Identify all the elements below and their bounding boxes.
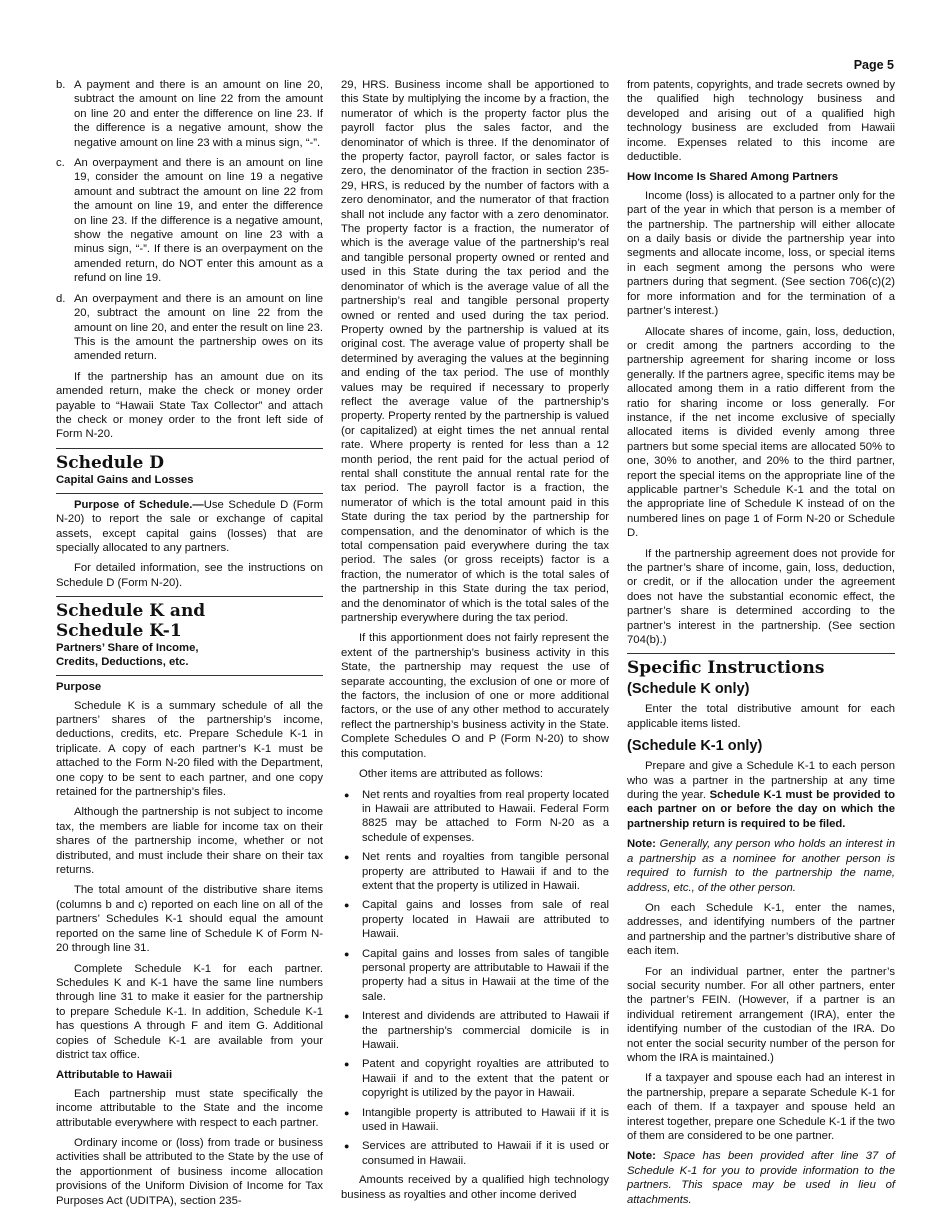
heading-attributable: Attributable to Hawaii: [56, 1069, 173, 1082]
k1-text: Prepare and give a Schedule K-1 to each person who was a partner in the partnership at any time during the year.: [627, 760, 895, 802]
bullet-item: [341, 1009, 609, 1052]
section-divider: [56, 596, 323, 597]
paragraph: 29, HRS. Business income shall be apportioned to this State by multiplying the income by a fraction, the numerator of which is the property factor plus the payroll factor plus the sales factor, and the denominator of which is three. If the denominator of the property factor, payroll factor, or sales factor is zero, the denominator of the fraction in section 235-29, HRS, is reduced by the number of factors with a zero denominator, and the numerator of that fraction shall not include any factor with a zero denominator. The property factor is a fraction, the numerator of which is the average value of the partnership’s real and tangible personal property owned or rented and used in this State during the tax period and the denominator of which is the average value of all the partnership’s real and tangible personal property owned or rented and used during the tax period. Property owned by the partnership is valued at its original cost. The average value of property shall be determined by averaging the values at the beginning and ending of the tax period. The use of monthly values may be required if necessary to properly reflect the average value of the partnership’s property. Property rented by the partnership is valued (or capitalized) at eight times the net annual rental rate. Where property is rented for less than a 12 month period, the rent paid for the actual period of rental shall constitute the annual rental rate for the tax period. The payroll factor is a fraction, the numerator of which is the total amount paid in this State during the tax period by the partnership for compensation, and the denominator of which is the total compensation paid everywhere during the tax period. The sales (or gross receipts) factor is a fraction, the numerator of which is the total sales of the partnership in this State during the tax period, and the denominator of which is the total sales of the partnership everywhere during the tax period.: [341, 79, 609, 625]
paragraph: The total amount of the distributive share items (columns b and c) reported on each line on all of the partners’ Schedules K-1 should equal the amount reported on the same line of Schedule K of Form N-20 through line 31.: [56, 884, 323, 955]
bullet-text: Patent and copyright royalties are attributed to Hawaii if and to the extent that the patent or copyright is utilized by the payor in Hawaii.: [362, 1058, 609, 1100]
section-title-schedule-d: Schedule D: [56, 452, 164, 473]
section-subtitle: Capital Gains and Losses: [56, 473, 194, 486]
note-text: Space has been provided after line 37 of Schedule K-1 for you to provide information to the partners. This space may be used in lieu of attachments.: [627, 1150, 895, 1206]
list-marker: c.: [56, 157, 65, 170]
list-item: [56, 78, 323, 150]
bullet-icon: ●: [344, 789, 350, 800]
paragraph: Income (loss) is allocated to a partner only for the part of the year in which that person is a member of the partnership. The partnership will either allocate on a daily basis or divide the partnership year into segments and allocate income, loss, or special items in each segment among the persons who were partners during that segment. (See section 706(c)(2) for more information and for the termination of a partner’s interest.): [627, 189, 895, 318]
paragraph: [56, 498, 323, 556]
paragraph: Amounts received by a qualified high technology business as royalties and other income derived: [341, 1174, 609, 1201]
bullet-text: Intangible property is attributed to Hawaii if it is used in Hawaii.: [362, 1106, 609, 1134]
paragraph: [627, 759, 895, 831]
subheading-schedule-k-only: (Schedule K only): [627, 681, 750, 698]
paragraph: from patents, copyrights, and trade secrets owned by the qualified high technology business and developed and arising out of a qualified high technology business are excluded from Hawaii income. Expenses related to this income are deductible.: [627, 79, 895, 164]
bullet-text: Interest and dividends are attributed to Hawaii if the partnership’s commercial domicile is in Hawaii.: [362, 1010, 609, 1051]
bullet-text: Capital gains and losses from sales of tangible personal property are attributable to Hawaii if the property had a situs in Hawaii at the time of the sale.: [362, 947, 609, 1003]
bullet-item: [341, 850, 609, 893]
bullet-text: Services are attributed to Hawaii if it is used or consumed in Hawaii.: [362, 1140, 609, 1167]
note-label: Note:: [627, 838, 656, 851]
paragraph: Although the partnership is not subject to income tax, the members are liable for income tax on their shares of the partnership income, whether or not distributed, and must include their share on their tax returns.: [56, 806, 323, 877]
bullet-icon: ●: [344, 1011, 350, 1022]
paragraph: Enter the total distributive amount for each applicable items listed.: [627, 703, 895, 730]
note: [627, 1149, 895, 1207]
paragraph: If the partnership agreement does not provide for the partner’s share of income, gain, loss, deduction, or credit, or if the allocation under the agreement does not have the substantial economic effect, the partner’s share is determined according to the partner’s interest in the partnership. (See section 704(b).): [627, 547, 895, 647]
list-marker: b.: [56, 79, 66, 91]
bullet-item: [341, 788, 609, 846]
paragraph: Schedule K is a summary schedule of all the partners’ shares of the partnership’s income, deductions, credits, etc. Prepare Schedule K-1 in triplicate. A copy of each partner’s K-1 must be attached to the Form N-20 filed with the Department, one copy to be sent to each partner, and one copy retained for the partnership’s files.: [56, 699, 323, 799]
purpose-label: Purpose of Schedule.—: [74, 498, 204, 511]
note-text: Generally, any person who holds an interest in a partnership as a nominee for another person is required to furnish to the partnership the name, address, etc., of the other person.: [627, 838, 895, 894]
bullet-text: Capital gains and losses from sale of real property located in Hawaii are attributed to Hawaii.: [362, 899, 609, 941]
section-title-schedule-k1: Schedule K-1: [56, 621, 182, 642]
bullet-text: Net rents and royalties from real property located in Hawaii are attributed to Hawaii. Federal Form 8825 may be attached to Form N-20 as a schedule of expenses.: [362, 788, 609, 844]
list-marker: d.: [56, 292, 66, 305]
paragraph: If a taxpayer and spouse each had an interest in the partnership, prepare a separate Schedule K-1 for each of them. If a taxpayer and spouse held an interest together, prepare one Schedule K-1 if the two of them are considered to be one partner.: [627, 1072, 895, 1142]
note: [627, 837, 895, 895]
paragraph: Ordinary income or (loss) from trade or business activities shall be attributed to the State by the use of the apportionment of business income allocation provisions of the Uniform Division of Income for Tax Purposes Act (UDITPA), section 235-: [56, 1136, 323, 1207]
column-3: [627, 78, 895, 1213]
purpose-text: Use Schedule D (Form N-20) to report the sale or exchange of capital assets, except capital gains (losses) that are specially allocated to any partners.: [56, 498, 323, 554]
section-subtitle: Partners’ Share of Income,: [56, 642, 199, 655]
paragraph: If the partnership has an amount due on its amended return, make the check or money order payable to “Hawaii State Tax Collector” and attach the check or money order to the front left side of Form N-20.: [56, 370, 323, 441]
heading-purpose: Purpose: [56, 681, 102, 694]
paragraph: For an individual partner, enter the partner’s social security number. For all other partners, enter the partner’s FEIN. (However, if a partner is an individual retirement arrangement (IRA), enter the identifying number of the custodian of the IRA. Do not enter the social security number of the person for whom the IRA is maintained.): [627, 965, 895, 1064]
column-2: [341, 78, 609, 1208]
section-title-schedule-k: Schedule K and: [56, 601, 206, 622]
heading-income-shared: How Income Is Shared Among Partners: [627, 171, 839, 184]
bullet-icon: ●: [344, 1107, 350, 1118]
list-text: A payment and there is an amount on line 20, subtract the amount on line 22 from the amount on line 20 and enter the difference on line 23. If the difference is a negative amount, show the negative amount on line 23 with a minus sign, “-”.: [74, 79, 323, 149]
paragraph: For detailed information, see the instructions on Schedule D (Form N-20).: [56, 562, 323, 589]
bullet-item: [341, 947, 609, 1005]
bullet-icon: ●: [344, 1141, 350, 1152]
subheading-schedule-k1-only: (Schedule K-1 only): [627, 738, 763, 755]
bullet-icon: ●: [344, 852, 350, 863]
paragraph: Complete Schedule K-1 for each partner. Schedules K and K-1 have the same line numbers through line 31 to make it easier for the partnership to prepare Schedule K-1. In addition, Schedule K-1 has questions A through F and item G. Additional copies of Schedule K-1 are available from your district tax office.: [56, 962, 323, 1061]
section-divider: [56, 448, 323, 449]
list-text: An overpayment and there is an amount on line 19, consider the amount on line 19 a negative amount and subtract the amount on line 22 from the amount on line 19, and enter the difference on line 23. If the difference is a negative amount, show the negative amount on line 23 with a minus sign, “-”. If there is an overpayment on the amended return, do NOT enter this amount as a refund on line 19.: [74, 157, 323, 285]
section-title-specific-instructions: Specific Instructions: [627, 658, 825, 679]
paragraph: Other items are attributed as follows:: [359, 768, 543, 781]
paragraph: If this apportionment does not fairly represent the extent of the partnership’s business activity in this State, the partnership may request the use of separate accounting, the exclusion of one or more of the factors, the inclusion of one or more additional factors, or the use of any other method to accurately reflect the partnership’s business activity in the State. Complete Schedules O and P (Form N-20) to show this computation.: [341, 632, 609, 760]
k1-bold-text: Schedule K-1 must be provided to each partner on or before the day on which the partnership return is required to be filed.: [627, 789, 895, 830]
list-item: [56, 156, 323, 286]
column-1: [56, 78, 323, 1214]
bullet-icon: ●: [344, 900, 350, 911]
section-divider: [627, 653, 895, 654]
bullet-icon: ●: [344, 948, 350, 959]
bullet-item: [341, 1106, 609, 1135]
list-item: [56, 292, 323, 364]
paragraph: On each Schedule K-1, enter the names, addresses, and identifying numbers of the partner and partnership and the partner’s distributive share of each item.: [627, 901, 895, 958]
section-divider: [56, 493, 323, 494]
section-divider: [56, 675, 323, 676]
bullet-text: Net rents and royalties from tangible personal property are attributed to Hawaii if and to the extent that the property is utilized in Hawaii.: [362, 851, 609, 892]
bullet-item: [341, 898, 609, 941]
paragraph: Allocate shares of income, gain, loss, deduction, or credit among the partners according to the partnership agreement for sharing income or loss generally. If the partners agree, specific items may be allocated among them in a ratio different from the ratio for sharing income or loss generally. For instance, if the net income exclusive of specially allocated items is divided evenly among three partners but some special items are allocated 50% to one, 30% to another, and 20% to the third partner, report the special items on the appropriate line of the applicable partner’s Schedule K-1 and the total on the appropriate line of Schedule K instead of on the numbered lines on page 1 of Form N-20 or Schedule D.: [627, 325, 895, 540]
bullet-icon: ●: [344, 1059, 350, 1070]
page-number: Page 5: [853, 58, 894, 72]
bullet-item: [341, 1057, 609, 1100]
bullet-item: [341, 1139, 609, 1168]
paragraph: Each partnership must state specifically the income attributable to the State and the income attributable everywhere with respect to each partner.: [56, 1087, 323, 1129]
note-label: Note:: [627, 1150, 656, 1163]
section-subtitle: Credits, Deductions, etc.: [56, 656, 189, 669]
list-text: An overpayment and there is an amount on line 20, subtract the amount on line 22 from the amount on line 20, and enter the result on line 23. This is the amount the partnership owes on its amended return.: [74, 292, 323, 363]
